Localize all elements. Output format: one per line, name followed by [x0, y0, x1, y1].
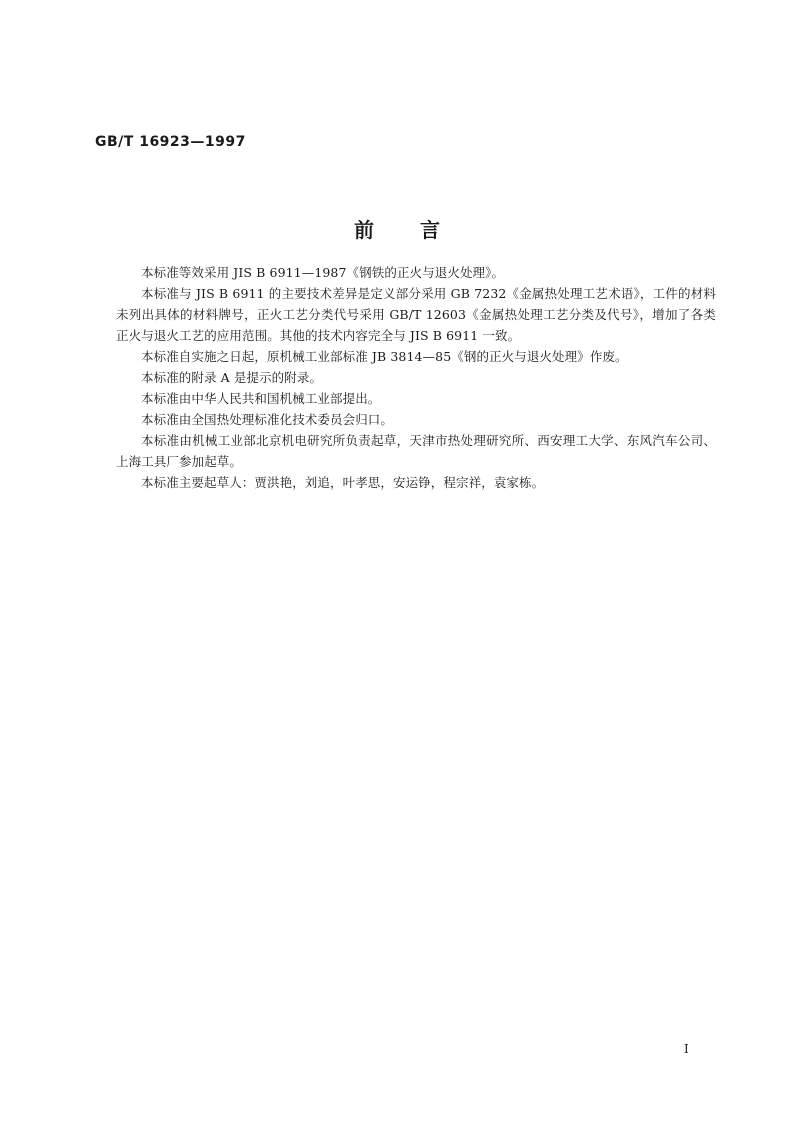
document-code: GB/T 16923—1997	[95, 134, 246, 150]
paragraph-committee: 本标准由全国热处理标准化技术委员会归口。	[141, 412, 394, 427]
foreword-body	[116, 262, 716, 493]
page-number: I	[684, 1042, 689, 1056]
section-title: 前言	[354, 218, 486, 242]
paragraph-drafters: 本标准主要起草人：贾洪艳，刘追，叶孝思，安运铮，程宗祥，袁家栋。	[141, 475, 545, 490]
paragraph-equivalence: 本标准等效采用 JIS B 6911—1987《钢铁的正火与退火处理》。	[141, 265, 505, 280]
paragraph-supersedes: 本标准自实施之日起，原机械工业部标准 JB 3814—85《钢的正火与退火处理》作废。	[141, 349, 628, 364]
paragraph-proposer: 本标准由中华人民共和国机械工业部提出。	[141, 391, 381, 406]
paragraph-appendix: 本标准的附录 A 是提示的附录。	[141, 370, 323, 385]
paragraph-drafting-units: 本标准由机械工业部北京机电研究所负责起草，天津市热处理研究所、西安理工大学、东风汽车公司、上海工具厂参加起草。	[116, 433, 716, 469]
paragraph-differences: 本标准与 JIS B 6911 的主要技术差异是定义部分采用 GB 7232《金属热处理工艺术语》，工件的材料未列出具体的材料牌号，正火工艺分类代号采用 GB/T 12603《金属热处理工艺分类及代号》，增加了各类正火与退火工艺的应用范围。其他的技术内容完全与 JIS B 6911 一致。	[116, 286, 716, 343]
